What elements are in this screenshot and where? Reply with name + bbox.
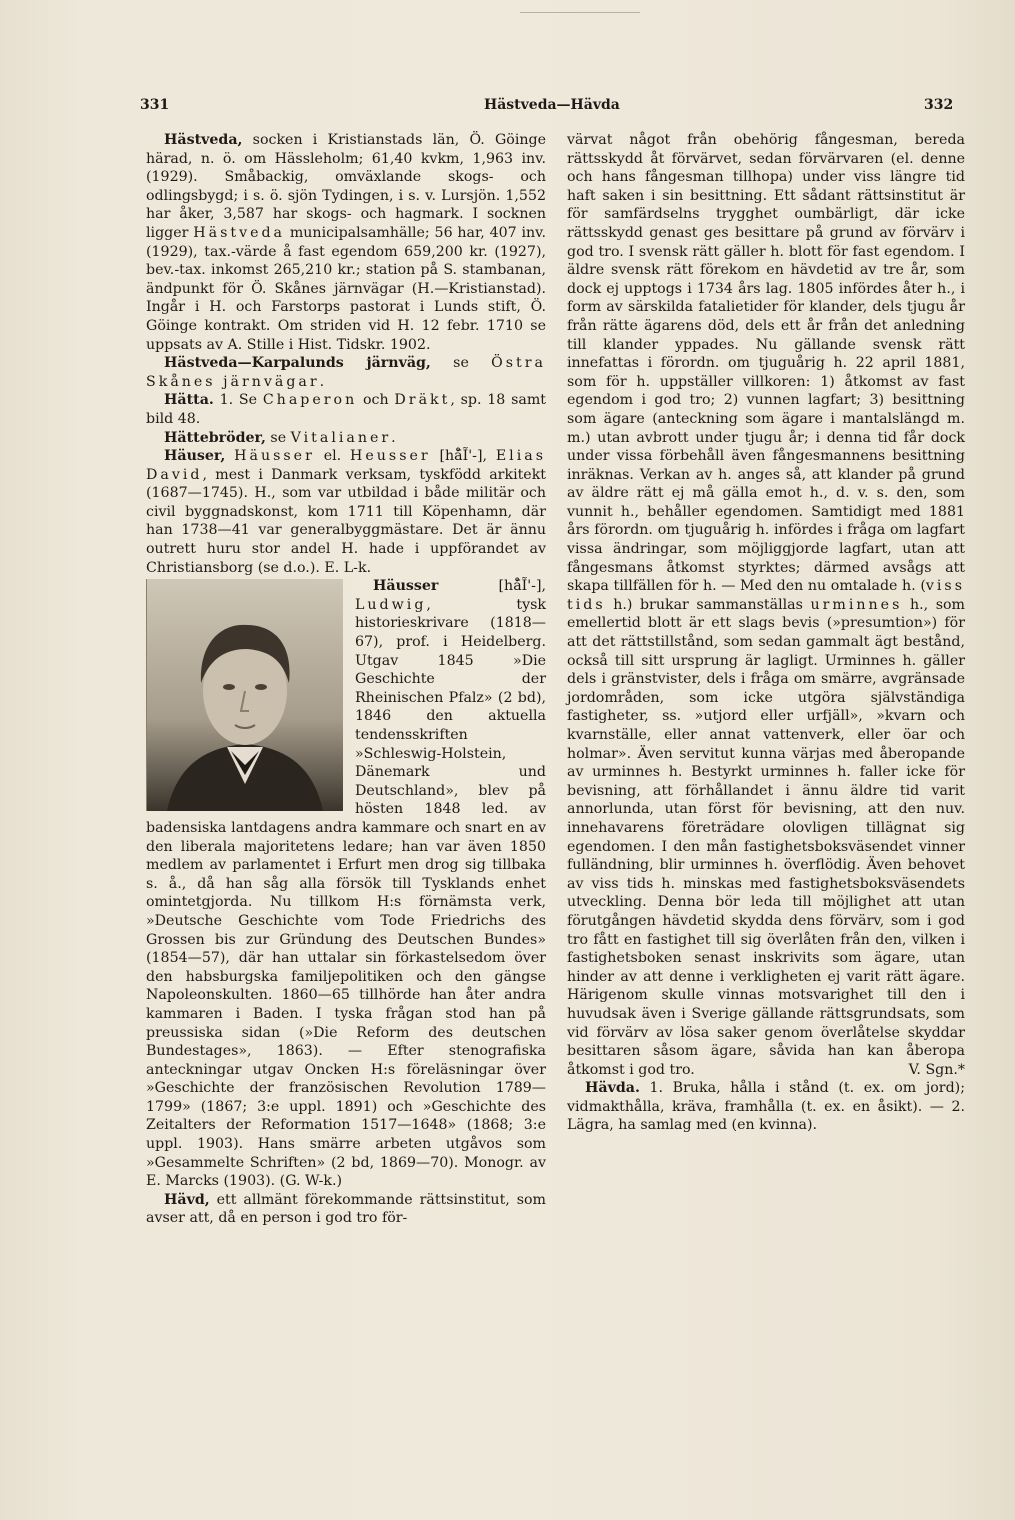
entry-hastveda xyxy=(146,131,546,354)
spaced-term: Ludwig xyxy=(355,596,427,613)
entry-text: se xyxy=(430,355,492,372)
entry-karpalund xyxy=(146,354,546,391)
running-head: Hästveda—Hävda xyxy=(484,97,620,113)
entry-text: socken i Kristianstads län, Ö. Göinge härad, n. ö. om Hässleholm; 61,40 kvkm, 1,963 inv. (1929). Småbackig, omväxlande skogs- och odlingsbygd; i s. ö. sjön Tydingen, i s. v. Lursjön. 1,552 har åker, 3,587 har skogs- och hagmark. I socknen ligger xyxy=(146,132,546,241)
spaced-term: viss tids xyxy=(567,578,965,613)
headword: Hävd, xyxy=(164,1191,210,1208)
entry-text: ett allmänt förekommande rättsinstitut, som avser att, då en person i god tro för- xyxy=(146,1191,546,1227)
entry-text: h., som emellertid blott är ett slags bevis (»presumtion») för att det rättstillstånd, som sedan gammalt ägt bestånd, också till sitt ursprung är lagligt. Urminnes h. gäller dels i gränstvister, dels i fråga om smärre, avgränsade jordområden, som icke utgöra självständiga fastigheter, ss. »utjord eller urfjäll», »kvarn och kvarnställe, eller annat vattenverk, eller öar och holmar». Även servitut kunna värjas med åberopande av urminnes h. Bestyrkt urminnes h. faller icke för bevisning, att förhållandet i ännu äldre tid varit annorlunda, utan först för bevisning, att den nuv. innehavarens företrädare olovligen tillägnat sig egendomen. I den mån fastighetsboksväsendet vinner fulländning, blir urminnes h. överflödig. Även behovet av viss tids h. minskas med fastighetsboksväsendets utveckling. Denna bör leda till möjlighet att utan förutgången hävdetid skydda dens förvärv, som i god tro fått en fastighet till sig överlåten från den, vilken i fastighetsboken senast inskrivits som ägare, utan hinder av att denne i verkligheten ej varit rätt ägare. Härigenom skulle vinnas motsvarighet till den i huvudsak även i Sverige gällande rättsgrundsats, som vid förvärv av lösa saker genom överlåtelse skyddar besittaren såsom ägare, såvida han kan åberopa åtkomst i god tro. xyxy=(567,596,965,1078)
entry-hauser xyxy=(146,447,546,577)
entry-text: och xyxy=(357,392,395,409)
entry-text: el. xyxy=(314,448,351,465)
entry-hatta xyxy=(146,391,546,428)
entry-text: , tysk historieskrivare (1818—67), prof. i Heidelberg. Utgav 1845 »Die Geschichte der Rheinischen Pfalz» (2 bd), 1846 den aktuella tendensskriften »Schleswig-Holstein, Dänemark und Deutschland», blev på hösten 1848 led. av badensiska lantdagens andra kammare och snart en av den liberala majoritetens ledare; han var även 1850 medlem av parlamentet i Erfurt men drog sig tillbaka s. å., då han såg alla försök till Tysklands enhet omintetgjorda. Nu tillkom H:s förnämsta verk, »Deutsche Geschichte vom Tode Friedrichs des Grossen bis zur Gründung des Deutschen Bundes» (1854—57), där han uttalar sin förkastelsedom över den habsburgska familjepolitiken och den gängse Napoleonskulten. 1860—65 tillhörde han åter andra kammaren i Baden. I tyska frågan stod han på preussiska sidan (»Die Reform des deutschen Bundestages», 1863). — Efter stenografiska anteckningar utgav Oncken H:s föreläsningar över »Geschichte der französischen Revolution 1789—1799» (1867; 3:e uppl. 1891) och »Geschichte des Zeitalters der Reformation 1517—1648» (1868; 3:e uppl. 1903). Hans smärre arbeten utgåvos som »Gesammelte Schriften» (2 bd, 1869—70). Monogr. av E. Marcks (1903). (G. W-k.) xyxy=(146,596,546,1190)
headword: Häusser xyxy=(373,578,439,595)
headword: Hästveda, xyxy=(164,132,243,148)
entry-text xyxy=(225,448,234,464)
page-number-left: 331 xyxy=(140,97,170,113)
spaced-term: Vitalianer xyxy=(290,429,392,446)
page-number-right: 332 xyxy=(924,97,954,113)
spaced-term: Dräkt xyxy=(394,392,451,409)
portrait-eye-right xyxy=(255,684,267,690)
entry-text: municipalsamhälle; 56 har, 407 inv. (1929), tax.-värde å fast egendom 659,200 kr. (1927), bev.-tax. inkomst 265,210 kr.; station på S. stambanan, ändpunkt för Ö. Skånes järnvägar (H.—Kristianstad). Ingår i H. och Farstorps pastorat i Lunds stift, Ö. Göinge kontrakt. Om striden vid H. 12 febr. 1710 se uppsats av A. Stille i Hist. Tidskr. 1902. xyxy=(146,224,546,353)
headword: Häuser, xyxy=(164,448,226,465)
page-edge-tear xyxy=(520,0,640,13)
entry-text: värvat något från obehörig fångesman, bereda rättsskydd åt förvärvet, sedan förvärvaren (el. denne och hans fångesman tillhopa) under viss längre tid haft saken i sin besittning. Ett sådant rättsinstitut är för samfärdselns trygghet oumbärligt, där icke rättsskydd genast ges besittare på grund av förvärv i god tro. I svensk rätt gäller h. blott för fast egendom. I äldre svensk rätt förekom en hävdetid av tre år, som dock ej upptogs i 1734 års lag. 1805 infördes åter h., i form av särskilda fatalietider för klander, dels tjugu år från rätte ägarens död, dels ett år från det anledning till klander yppades. Nu gällande svensk rätt innefattas i förordn. om tjuguårig h. 22 april 1881, som för h. uppställer villkoren: 1) åtkomst av fast egendom i god tro; 2) vunnen lagfart; 3) besittning som ägare (anteckning som ägare i mantalslängd m. m.) utan avbrott under tjugu år; i denna tid får dock under vissa förbehåll även fångesmannens besittning inräknas. Verkan av h. anges så, att klander på grund av äldre rätt ej må gälla emot h., d. v. s. den, som vunnit h., behåller egendomen. Samtidigt med 1881 års förordn. om tjuguårig h. infördes i fråga om lagfart vissa ändringar, som möjliggjorde lagfart, utan att fångesmans åtkomst styrktes; därmed avsågs att skapa tillfällen för h. — Med den nu omtalade h. ( xyxy=(567,132,965,595)
entry-hattebroder xyxy=(146,429,546,448)
spaced-term: Heusser xyxy=(350,448,431,465)
entry-text: , sp. 18 samt bild 48. xyxy=(146,392,546,427)
entry-text: se xyxy=(265,429,291,446)
entry-text: [hå̄Ĩ'-], xyxy=(430,448,496,465)
entry-text: . xyxy=(391,429,396,446)
left-column xyxy=(146,131,546,1228)
spaced-term: Hästveda xyxy=(193,224,286,241)
entry-text: [hå̄Ĩ'-], xyxy=(438,578,546,595)
entry-havd xyxy=(146,1191,546,1228)
entry-havda xyxy=(567,1079,965,1135)
entry-havd-continued xyxy=(567,131,965,1079)
entry-hausser xyxy=(146,577,546,1191)
portrait-drawing xyxy=(147,579,343,811)
headword: Hätta. xyxy=(164,392,214,409)
spaced-term: Häusser xyxy=(234,448,315,465)
right-column xyxy=(567,131,965,1135)
entry-text: h.) brukar sammanställas xyxy=(605,596,811,613)
headword: Hävda. xyxy=(585,1080,640,1097)
spaced-term: Östra Skånes järnvägar xyxy=(146,355,546,390)
portrait-image xyxy=(146,579,343,811)
headword: Hättebröder, xyxy=(164,429,266,446)
portrait-eye-left xyxy=(223,684,235,690)
headword: Hästveda—Karpalunds järnväg, xyxy=(164,355,431,372)
entry-text: 1. Bruka, hålla i stånd (t. ex. om jord); vidmakthålla, kräva, framhålla (t. ex. en åsikt). — 2. Lägra, ha samlag med (en kvinna). xyxy=(567,1080,965,1134)
entry-text: 1. Se xyxy=(213,392,263,409)
spaced-term: Elias David xyxy=(146,448,546,483)
entry-text: , mest i Danmark verksam, tyskfödd arkitekt (1687—1745). H., som var utbildad i både militär och civil byggnadskonst, kom 1711 till Köpenhamn, där han 1738—41 var generalbyggmästare. Det är ännu outrett huru stor andel H. hade i uppförandet av Christiansborg (se d.o.). E. L-k. xyxy=(146,466,546,576)
spaced-term: urminnes xyxy=(810,596,903,613)
spaced-term: Chaperon xyxy=(262,392,358,409)
signature: V. Sgn.* xyxy=(908,1061,965,1078)
entry-text: . xyxy=(319,373,325,390)
